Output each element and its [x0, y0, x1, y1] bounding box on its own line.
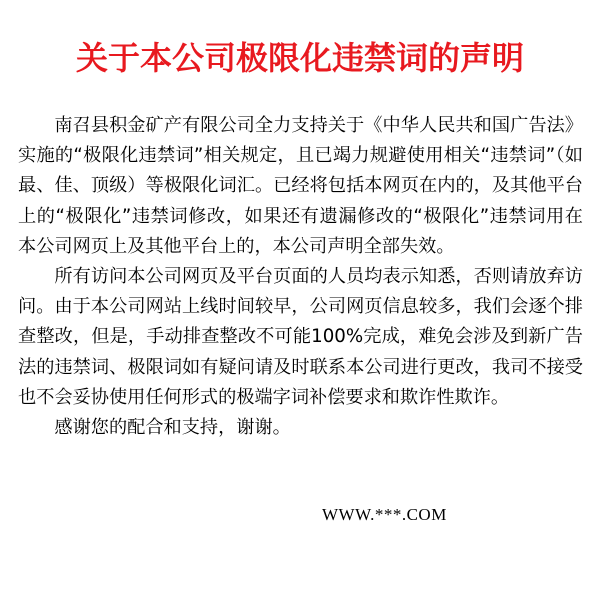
website-watermark: WWW.***.COM	[322, 505, 447, 524]
paragraph-compliance: 南召县积金矿产有限公司全力支持关于《中华人民共和国广告法》实施的“极限化违禁词”相关规定，且已竭力规避使用相关“违禁词”（如最、佳、顶级）等极限化词汇。已经将包括本网页在内的，及其他平台上的“极限化”违禁词修改，如果还有遗漏修改的“极限化”违禁词用在本公司网页上及其他平台上的，本公司声明全部失效。	[18, 115, 583, 257]
statement-title: 关于本公司极限化违禁词的声明	[75, 39, 524, 77]
paragraph-thanks: 感谢您的配合和支持，谢谢。	[54, 417, 291, 439]
paragraph-notice: 所有访问本公司网页及平台页面的人员均表示知悉，否则请放弃访问。由于本公司网站上线时间较早，公司网页信息较多，我们会逐个排查整改，但是，手动排查整改不可能100%完成，难免会涉及到新广告法的违禁词、极限词如有疑问请及时联系本公司进行更改，我司不接受也不会妥协使用任何形式的极端字词补偿要求和欺诈性欺诈。	[18, 266, 583, 408]
statement-body	[18, 111, 583, 443]
